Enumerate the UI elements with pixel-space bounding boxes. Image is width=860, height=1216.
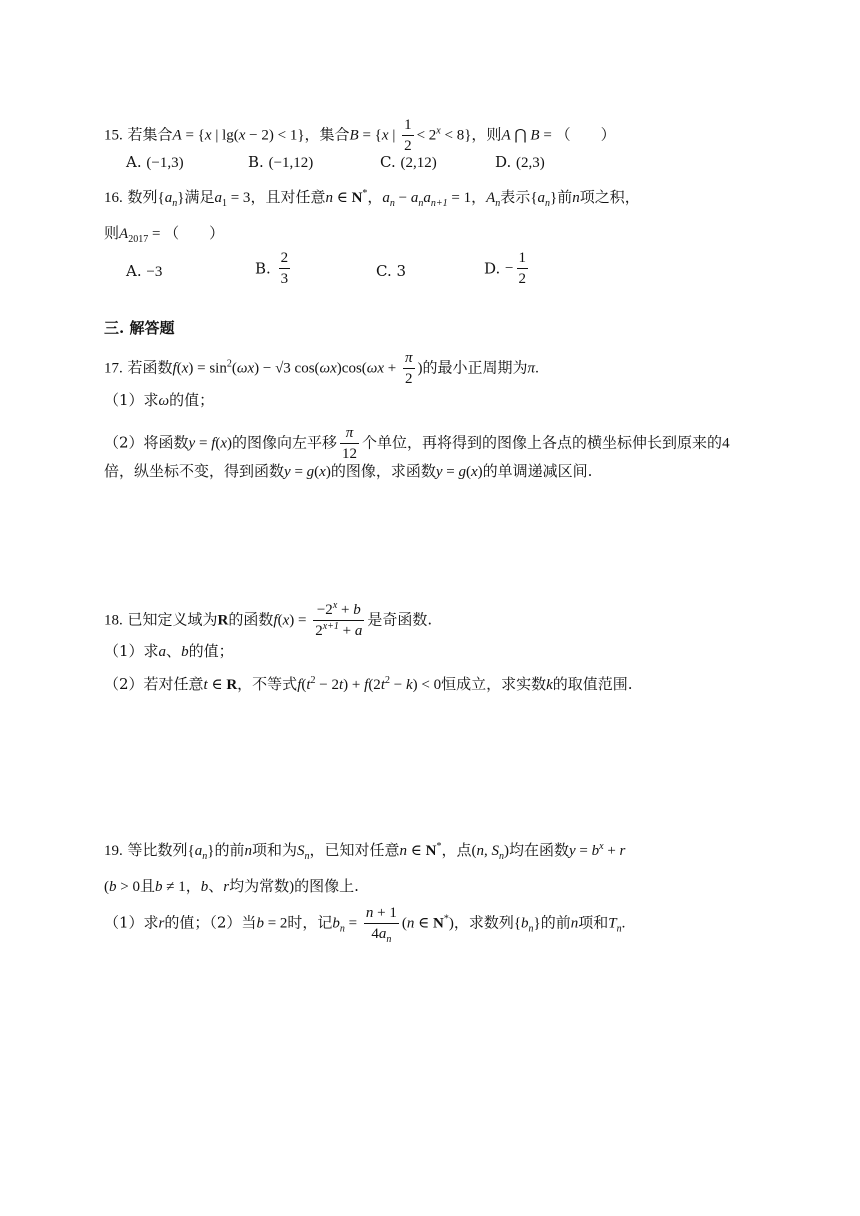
q19-stem-line2: (b > 0且b ≠ 1，b、r均为常数)的图像上. <box>104 877 359 895</box>
q15-option-c: C. (2,12) <box>380 153 437 171</box>
q15-set-b: B <box>349 127 359 144</box>
section-title: 三. 解答题 <box>104 319 175 337</box>
q15-stem: 15. 若集合A = {x | lg(x − 2) < 1}，集合B = {x | $\frac{1}{2}$ < $2^x < 8$}，则A ⋂ B = （ ） <box>104 117 616 154</box>
q17-number: 17. <box>104 360 123 377</box>
q17-part2: （2）将函数y = f(x)的图像向左平移 $\frac{\pi}{12}$ 个单位，再将得到的图像上各点的横坐标伸长到原来的4 <box>104 425 730 462</box>
q17-stem: 17. 若函数$f(x) = \sin^2(\omega x) - √3$ cos(ωx)cos(ωx + $\frac{\pi}{2}$ )的最小正周期为π. <box>104 350 539 387</box>
q15-number: 15. <box>104 127 123 144</box>
q16-option-c: C. 3 <box>376 262 407 280</box>
q18-part1: （1）求a、b的值； <box>104 642 234 660</box>
q19-part1: （1）求r的值；（2）当b = 2时，记$b_n$ = $\frac{n + 1}{4a_n}$ (n ∈ N*)，求数列$\{b_n\}$的前n项和$T_n$. <box>104 905 626 945</box>
q18-part2: （2）若对任意t ∈ R，不等式$f(t^2 - 2t) + f(2t^2 - k) < 0$恒成立，求实数k的取值范围. <box>104 675 633 693</box>
q15-text-3: ，则 <box>471 125 502 144</box>
q16-option-d: D. − $\frac{1}{2}$ <box>484 250 527 287</box>
q16-number: 16. <box>104 190 123 206</box>
q19-stem: 19. 等比数列$\{a_n\}$的前n项和为$S_n$，已知对任意n ∈ N*，点(n, $S_n$)均在函数$y = b^x + r$ <box>104 841 626 862</box>
q16-option-b: B. $\frac{2}{3}$ <box>255 250 289 287</box>
q17-part2-line2: 倍，纵坐标不变，得到函数y = g(x)的图像，求函数y = g(x)的单调递减区间. <box>104 462 593 480</box>
q15-text-2: ，集合 <box>304 125 350 144</box>
q18-stem: 18. 已知定义域为R的函数f(x) = $\frac{-2^x + b}{2^{x+1} + a}$ 是奇函数. <box>104 600 433 639</box>
q16-option-a: A. −3 <box>126 262 163 280</box>
q18-number: 18. <box>104 612 123 629</box>
q15-set-a: A <box>172 127 182 144</box>
q19-number: 19. <box>104 843 123 859</box>
q15-option-d: D. (2,3) <box>495 153 545 171</box>
q15-option-b: B. (−1,12) <box>248 153 314 171</box>
q15-option-a: A. (−1,3) <box>126 153 184 171</box>
q16-stem-line2: 则$A_{2017}$ = （ ） <box>104 224 225 245</box>
q16-answer-paren: （ ） <box>164 224 225 242</box>
q15-text-1: 若集合 <box>127 125 173 144</box>
q15-answer-paren: （ ） <box>555 125 616 144</box>
q16-stem: 16. 数列$\{a_n\}$满足$a_1 = 3$，且对任意n ∈ N*，$a_n - a_na_{n+1} = 1$，$A_n$表示$\{a_n\}$前n项之积， <box>104 188 640 209</box>
q15-fraction-half: $\frac{1}{2}$ <box>404 117 412 154</box>
q17-part1: （1）求ω的值； <box>104 391 215 409</box>
